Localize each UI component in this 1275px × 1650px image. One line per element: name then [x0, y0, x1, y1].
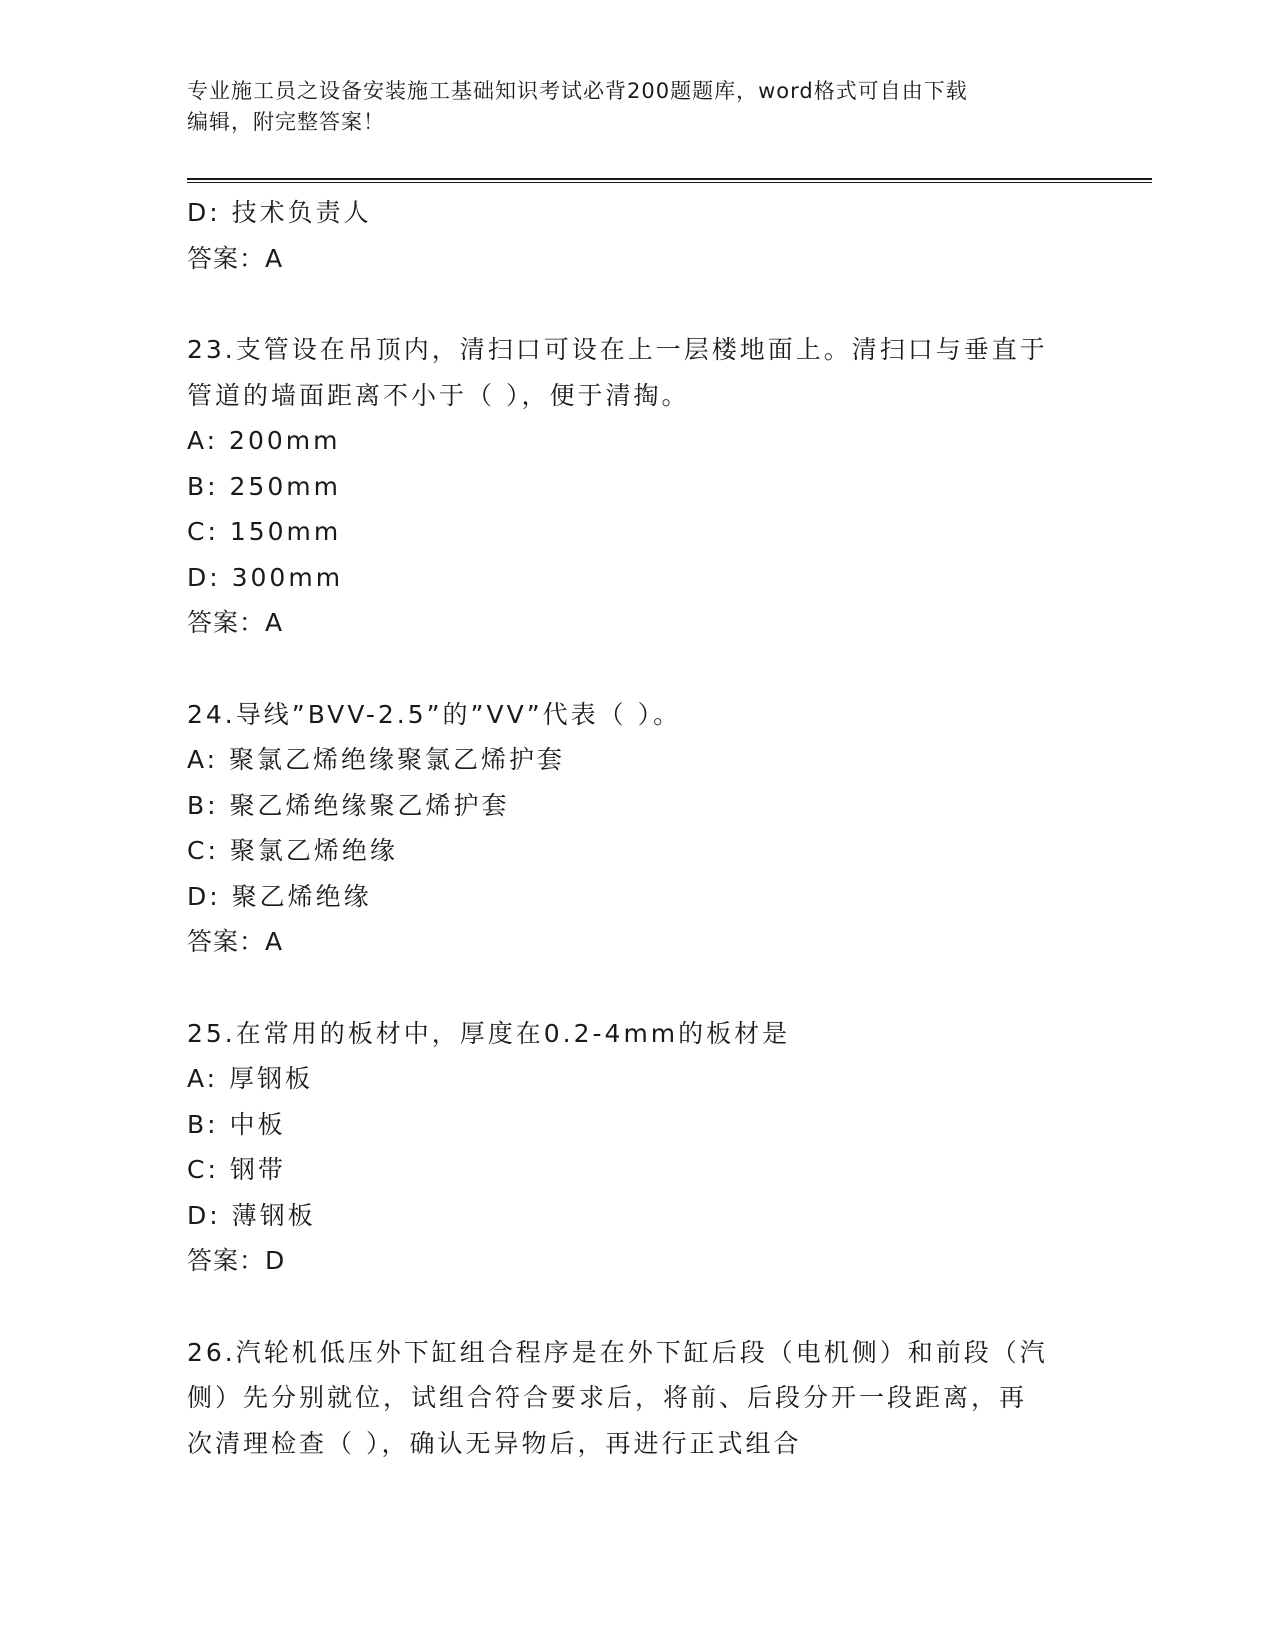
- question-text-line: 24.导线”BVV-2.5”的”VV”代表（ ）。: [187, 699, 682, 729]
- question-24: [187, 692, 1087, 965]
- answer-line: 答案：A: [187, 608, 284, 637]
- question-text-line: 次清理检查（ ），确认无异物后，再进行正式组合: [187, 1428, 802, 1458]
- option-a: A: 聚氯乙烯绝缘聚氯乙烯护套: [187, 745, 566, 774]
- question-text-line: 26.汽轮机低压外下缸组合程序是在外下缸后段（电机侧）和前段（汽: [187, 1337, 1048, 1367]
- option-c: C: 聚氯乙烯绝缘: [187, 836, 398, 865]
- header-title-line-1: 专业施工员之设备安装施工基础知识考试必背200题题库，word格式可自由下载: [187, 79, 968, 103]
- option-c: C: 钢带: [187, 1155, 286, 1184]
- question-22-tail: [187, 190, 1087, 281]
- question-text-line: 侧）先分别就位，试组合符合要求后，将前、后段分开一段距离，再: [187, 1383, 1028, 1412]
- document-body: [187, 190, 1087, 1466]
- answer-line: 答案：A: [187, 243, 284, 273]
- question-25: [187, 1011, 1087, 1284]
- header-divider-thick: [187, 178, 1152, 180]
- option-c: C: 150mm: [187, 517, 342, 546]
- option-d: D: 300mm: [187, 562, 344, 592]
- spacer: [187, 646, 1087, 692]
- header-divider-thin: [187, 182, 1152, 183]
- question-text-line: 管道的墙面距离不小于（ ），便于清掏。: [187, 380, 690, 410]
- option-d: D: 薄钢板: [187, 1200, 316, 1230]
- option-b: B: 250mm: [187, 471, 341, 501]
- option-a: A: 200mm: [187, 426, 341, 455]
- option-d: D: 聚乙烯绝缘: [187, 881, 372, 911]
- option-b: B: 中板: [187, 1109, 286, 1139]
- spacer: [187, 965, 1087, 1011]
- option-d: D: 技术负责人: [187, 198, 372, 227]
- option-a: A: 厚钢板: [187, 1064, 314, 1093]
- answer-line: 答案：D: [187, 1246, 286, 1275]
- question-text-line: 25.在常用的板材中，厚度在0.2-4mm的板材是: [187, 1018, 791, 1048]
- option-b: B: 聚乙烯绝缘聚乙烯护套: [187, 790, 510, 820]
- question-23: [187, 327, 1087, 646]
- answer-line: 答案：A: [187, 927, 284, 956]
- spacer: [187, 281, 1087, 327]
- spacer: [187, 1284, 1087, 1330]
- page-header: [187, 76, 1067, 138]
- question-26: [187, 1330, 1087, 1467]
- question-text-line: 23.支管设在吊顶内，清扫口可设在上一层楼地面上。清扫口与垂直于: [187, 335, 1048, 364]
- header-title-line-2: 编辑，附完整答案！: [187, 110, 385, 134]
